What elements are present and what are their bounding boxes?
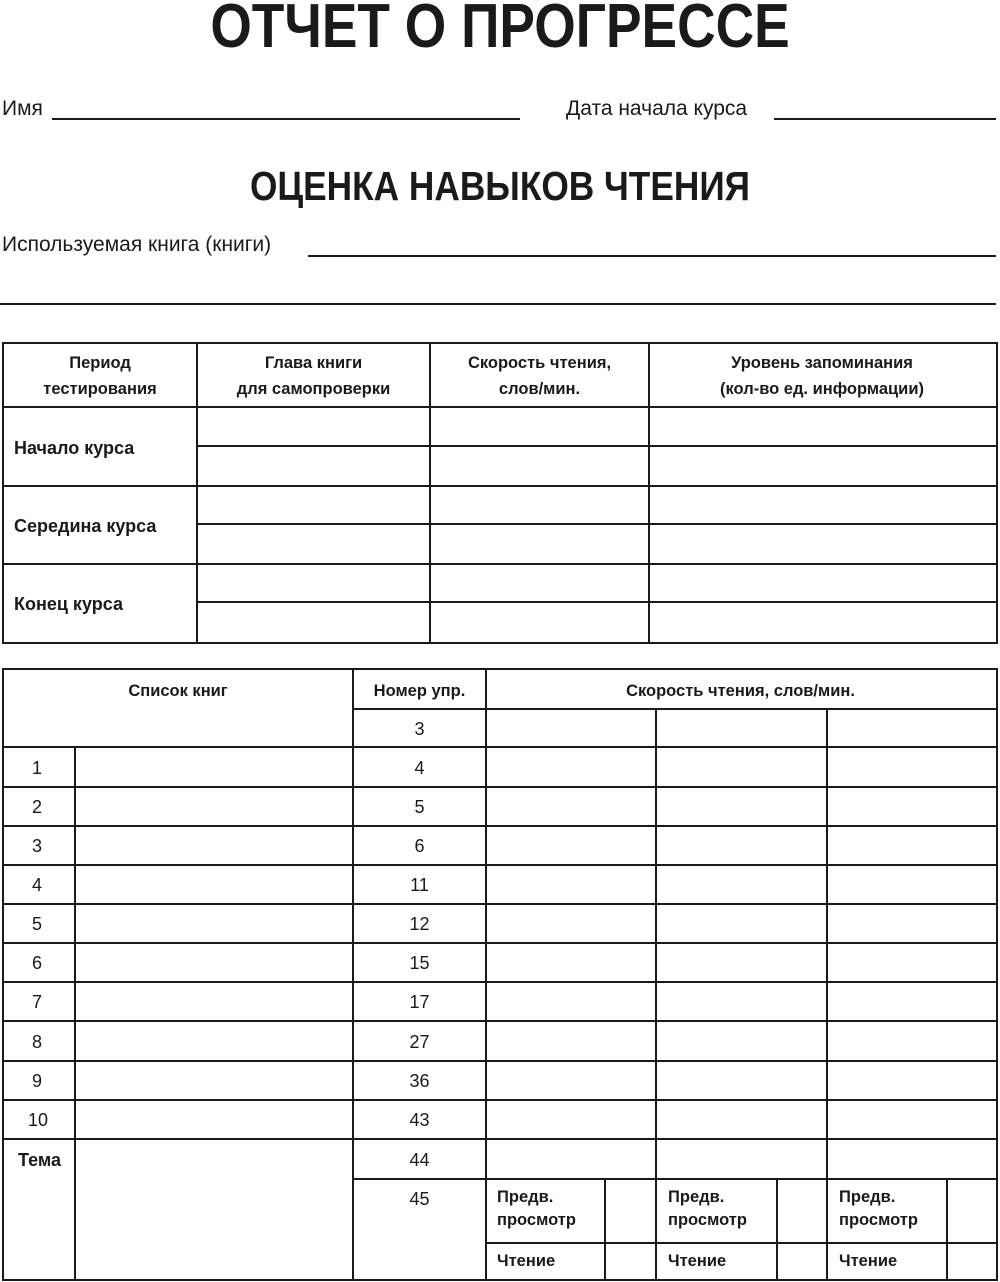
exercise-number: 27 <box>409 1032 430 1052</box>
test-header-chapter: Глава книги для самопроверки <box>236 354 391 398</box>
test-row-start: Начало курса <box>14 438 135 458</box>
book-row-line <box>2 1020 996 1022</box>
book-table-divider <box>485 668 487 1279</box>
name-label: Имя <box>2 97 43 120</box>
exercise-number: 11 <box>410 875 429 895</box>
speed-subdivider <box>946 1178 948 1279</box>
test-table-subrow-line <box>196 601 996 603</box>
test-table-subrow-line <box>196 445 996 447</box>
exercise-number: 45 <box>409 1189 430 1209</box>
reading-label: Чтение <box>839 1252 898 1270</box>
name-field[interactable] <box>52 118 520 120</box>
book-number: 9 <box>32 1071 43 1091</box>
start-date-label: Дата начала курса <box>566 97 748 120</box>
test-header-retention: Уровень запоминания (кол-во ед. информации) <box>720 354 924 398</box>
book-row-line <box>2 981 996 983</box>
page-title: ОТЧЕТ О ПРОГРЕССЕ <box>210 0 790 61</box>
speed-divider <box>826 708 828 1279</box>
test-header-period: Период тестирования <box>43 354 157 398</box>
test-table-header-line <box>2 406 996 408</box>
book-row-line <box>2 825 996 827</box>
exercise-number: 43 <box>409 1110 430 1130</box>
preview-label: Предв. просмотр <box>668 1188 747 1229</box>
test-table-subrow-line <box>196 523 996 525</box>
speed-header: Скорость чтения, слов/мин. <box>626 682 855 700</box>
exercise-number: 12 <box>409 914 430 934</box>
book-row-line <box>2 1060 996 1062</box>
theme-label: Тема <box>18 1150 61 1170</box>
start-date-field[interactable] <box>774 118 996 120</box>
book-number: 6 <box>32 953 43 973</box>
section-title: ОЦЕНКА НАВЫКОВ ЧТЕНИЯ <box>249 163 751 209</box>
book-row-line <box>2 903 996 905</box>
book-number: 3 <box>32 836 43 856</box>
book-number: 10 <box>28 1110 49 1130</box>
book-row-line <box>2 942 996 944</box>
book-list-header: Список книг <box>128 682 228 700</box>
preview-label: Предв. просмотр <box>839 1188 918 1229</box>
reading-label: Чтение <box>497 1252 556 1270</box>
exercise-number: 6 <box>414 836 425 856</box>
test-row-end: Конец курса <box>14 594 123 614</box>
books-used-label: Используемая книга (книги) <box>2 233 272 256</box>
speed-divider <box>655 708 657 1279</box>
exercise-number: 44 <box>409 1150 430 1170</box>
book-table-header-line <box>352 708 996 710</box>
preview-label: Предв. просмотр <box>497 1188 576 1229</box>
test-table-row-line <box>2 485 996 487</box>
exercise-number: 4 <box>414 758 425 778</box>
book-row-line <box>2 864 996 866</box>
test-row-middle: Середина курса <box>14 516 157 536</box>
book-number: 8 <box>32 1032 43 1052</box>
speed-subdivider <box>604 1178 606 1279</box>
book-row-line <box>2 786 996 788</box>
book-number: 4 <box>32 875 43 895</box>
reading-label: Чтение <box>668 1252 727 1270</box>
book-number: 5 <box>32 914 43 934</box>
exercise-number: 15 <box>409 953 430 973</box>
test-table-row-line <box>2 563 996 565</box>
speed-subdivider <box>776 1178 778 1279</box>
book-number: 7 <box>32 992 43 1012</box>
book-row-line <box>352 1178 996 1180</box>
books-used-field-2[interactable] <box>0 303 996 305</box>
book-row-line <box>2 1138 996 1140</box>
test-header-speed: Скорость чтения, слов/мин. <box>467 354 612 398</box>
exercise-number: 5 <box>414 797 425 817</box>
book-row-line <box>485 1242 996 1244</box>
book-row-line <box>2 746 996 748</box>
exercise-number: 17 <box>409 992 430 1012</box>
books-used-field[interactable] <box>308 255 996 257</box>
book-number: 2 <box>32 797 43 817</box>
exercise-number: 36 <box>409 1071 430 1091</box>
book-row-line <box>2 1099 996 1101</box>
exercise-header: Номер упр. <box>373 682 466 700</box>
book-number: 1 <box>32 758 43 778</box>
exercise-number: 3 <box>414 719 425 739</box>
